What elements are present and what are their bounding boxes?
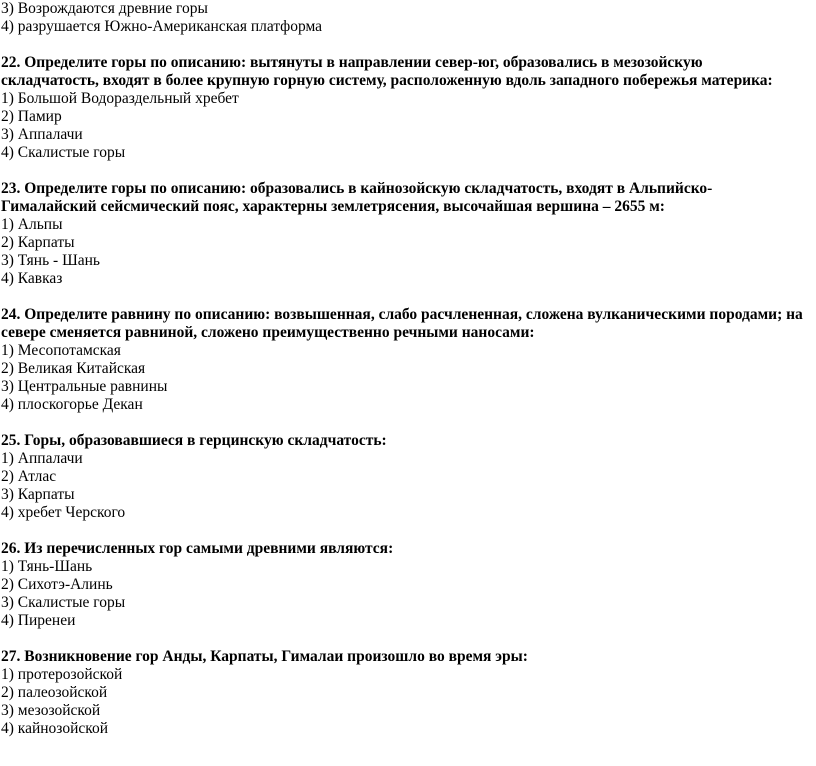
option-line: 2) Атлас [1, 468, 57, 485]
option-line: 4) Кавказ [1, 270, 63, 287]
question-text: 26. Из перечисленных гор самыми древними являются: [1, 540, 394, 557]
option-line: 3) Скалистые горы [1, 594, 126, 611]
option-line: 3) Карпаты [1, 486, 75, 503]
option-line: 2) Памир [1, 108, 62, 125]
question-24 [1, 306, 816, 414]
option-line: 4) хребет Черского [1, 504, 126, 521]
question-text: Гималайский сейсмический пояс, характерны землетрясения, высочайшая вершина – 2655 м: [1, 198, 665, 215]
option-line: 4) Скалистые горы [1, 144, 126, 161]
option-line: 4) плоскогорье Декан [1, 396, 143, 413]
question-23 [1, 180, 816, 288]
question-text: 25. Горы, образовавшиеся в герцинскую складчатость: [1, 432, 387, 449]
question-text: 27. Возникновение гор Анды, Карпаты, Гималаи произошло во время эры: [1, 648, 528, 665]
question-text: 23. Определите горы по описанию: образовались в кайнозойскую складчатость, входят в Альпийско- [1, 180, 713, 197]
question-26 [1, 540, 816, 630]
option-line: 4) кайнозойской [1, 720, 109, 737]
question-25 [1, 432, 816, 522]
option-line: 2) палеозойской [1, 684, 108, 701]
option-line: 2) Великая Китайская [1, 360, 146, 377]
option-line: 1) Тянь-Шань [1, 558, 93, 575]
option-line: 1) Большой Водораздельный хребет [1, 90, 239, 107]
option-line: 1) Месопотамская [1, 342, 121, 359]
previous-question-options [1, 0, 816, 36]
question-text: 24. Определите равнину по описанию: возвышенная, слабо расчлененная, сложена вулканическими породами; на [1, 306, 803, 323]
option-line: 1) протерозойской [1, 666, 123, 683]
option-line: 4) Пиренеи [1, 612, 76, 629]
option-line: 4) разрушается Южно-Американская платформа [1, 18, 323, 35]
option-line: 1) Альпы [1, 216, 63, 233]
question-27 [1, 648, 816, 738]
option-line: 2) Карпаты [1, 234, 75, 251]
question-22 [1, 54, 816, 162]
option-line: 1) Аппалачи [1, 450, 83, 467]
option-line: 3) Аппалачи [1, 126, 83, 143]
option-line: 3) Тянь - Шань [1, 252, 100, 269]
option-line: 3) мезозойской [1, 702, 101, 719]
option-line: 2) Сихотэ-Алинь [1, 576, 113, 593]
option-line: 3) Центральные равнины [1, 378, 168, 395]
question-text: складчатость, входят в более крупную горную систему, расположенную вдоль западного побережья материка: [1, 72, 773, 89]
question-text: севере сменяется равниной, сложено преимущественно речными наносами: [1, 324, 535, 341]
question-text: 22. Определите горы по описанию: вытянуты в направлении север-юг, образовались в мезозойскую [1, 54, 703, 71]
option-line: 3) Возрождаются древние горы [1, 0, 208, 17]
